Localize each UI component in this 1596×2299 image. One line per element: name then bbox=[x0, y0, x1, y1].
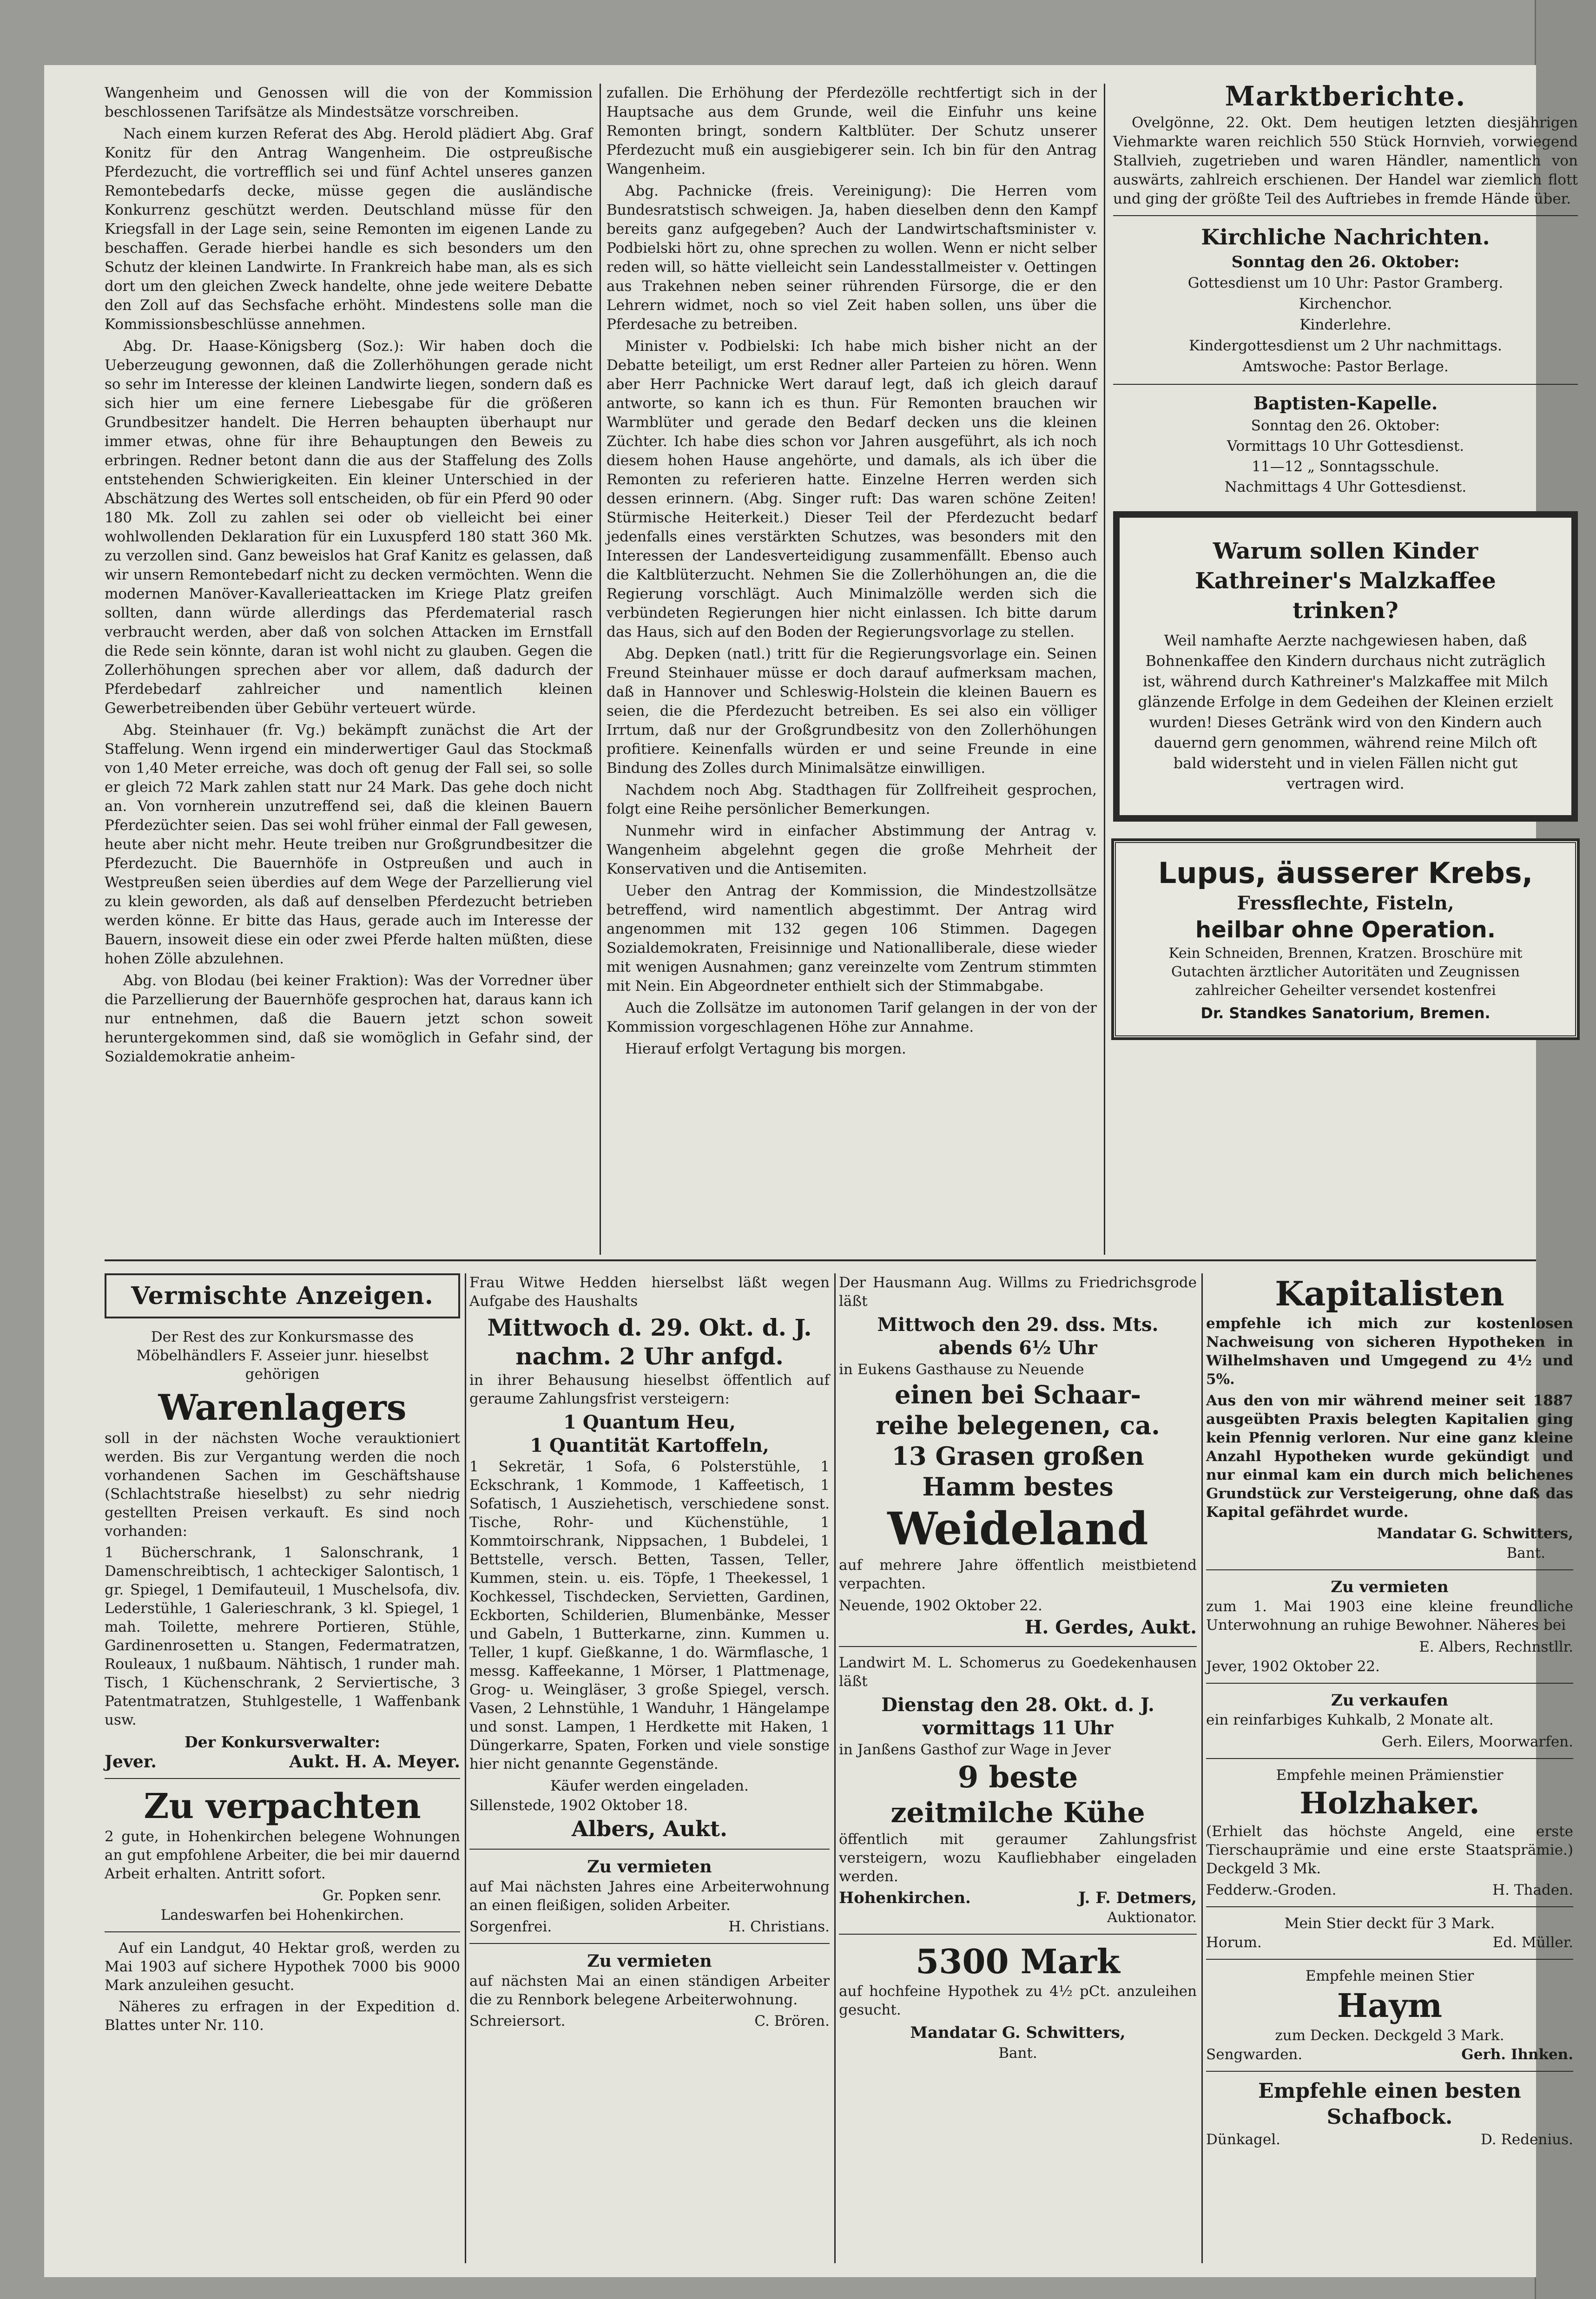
article-paragraph: Abg. von Blodau (bei keiner Fraktion): Was der Vorredner über die Parzellierung der Bauernhöfe gesprochen hat, daraus kann ich nur entnehmen, daß die Bauern jetzt schon soweit heruntergekommen sind, daß sie womöglich in Gefahr sind, der Sozialdemokratie anheim- bbox=[105, 972, 593, 1065]
divider bbox=[105, 1931, 460, 1932]
ad-headline: zeitmilche Kühe bbox=[890, 1797, 1145, 1829]
ad-date: Sillenstede, 1902 Oktober 18. bbox=[469, 1797, 688, 1814]
baptist-title: Baptisten-Kapelle. bbox=[1253, 393, 1438, 414]
ad-text: Landwirt M. L. Schomerus zu Goedekenhausen läßt bbox=[839, 1654, 1197, 1690]
column-divider bbox=[1104, 84, 1105, 1255]
ad-text: Empfehle meinen Prämienstier bbox=[1276, 1767, 1504, 1784]
baptist-date: Sonntag den 26. Oktober: bbox=[1251, 417, 1440, 434]
ad-place: Bant. bbox=[998, 2045, 1037, 2062]
ad-when: Mittwoch den 29. dss. Mts. bbox=[877, 1314, 1159, 1336]
divider bbox=[1113, 384, 1578, 385]
lupus-ad bbox=[1113, 840, 1578, 1038]
ad-headline: Empfehle einen besten Schafbock. bbox=[1258, 2079, 1521, 2129]
ad-place: Dünkagel. bbox=[1206, 2131, 1281, 2148]
newspaper-page bbox=[44, 65, 1578, 2277]
lupus-headline: Lupus, äusserer Krebs, bbox=[1158, 856, 1533, 890]
ad-headline-huge: Weideland bbox=[887, 1502, 1148, 1555]
ad-name: Aukt. H. A. Meyer. bbox=[289, 1752, 460, 1772]
article-paragraph: Minister v. Podbielski: Ich habe mich bisher nicht an der Debatte beteiligt, um erst Redner aller Parteien zu hören. Wenn aber Herr Pachnicke Wert darauf legt, daß ich gleich darauf antworte, so kann ich es thun. Für Remonten brauchen wir Warmblüter und gerade den Bedarf decken uns die kleinen Züchter. Ich habe dies schon vor Jahren ausgeführt, als ich noch diesem hohen Hause angehörte, und damals, als ich über die Remonten zu referieren hatte. Einzelne Herren werden sich dessen erinnern. (Abg. Singer ruft: Das waren schöne Zeiten! Stürmische Heiterkeit.) Dieser Teil der Pferdezucht bedarf jedenfalls eines verstärkten Schutzes, was besonders mit den Interessen der Landesverteidigung zusammenfällt. Ebenso auch die Kaltblüterzucht. Nehmen Sie die Zollerhöhungen an, die die Regierung vorschlägt. Auch Minimalzölle werden sich die verbündeten Regierungen hier nicht einlassen. Ich bitte darum das Haus, sich auf den Boden der Regierungsvorlage zu stellen. bbox=[607, 338, 1097, 640]
ads-column-3 bbox=[839, 1273, 1197, 2268]
lupus-subhead: heilbar ohne Operation. bbox=[1195, 917, 1496, 943]
ad-text: Empfehle meinen Stier bbox=[1305, 1968, 1474, 1984]
article-paragraph: Abg. Depken (natl.) tritt für die Regierungsvorlage ein. Seinen Freund Steinhauer müsse er doch darauf aufmerksam machen, daß in Hannover und Schleswig-Holstein die kleinen Bauern es seien, die die Pferdezucht betreiben. Es sei also ein völliger Irrtum, daß nur der Großgrundbesitz von den Zollerhöhungen profitiere. Keinenfalls würden er und seine Freunde in eine Bindung des Zolles durch Minimalsätze einwilligen. bbox=[607, 646, 1097, 777]
ad-title: Zu vermieten bbox=[1331, 1578, 1449, 1596]
ad-text: Aus den von mir während meiner seit 1887 ausgeübten Praxis belegten Kapitalien ging kein Pfennig verloren. Nur eine ganz kleine Anzahl Hypotheken wurde gekündigt und nur einmal kam ein durch mich belichenes Grundstück zur Versteigerung, ohne daß das Kapital gefährdet wurde. bbox=[1206, 1392, 1573, 1521]
ad-place: Horum. bbox=[1206, 1934, 1262, 1951]
ad-text: zum Decken. Deckgeld 3 Mark. bbox=[1275, 2027, 1504, 2044]
ad-text: in ihrer Behausung hieselbst öffentlich auf geraume Zahlungsfrist versteigern: bbox=[469, 1372, 830, 1407]
article-paragraph: Nach einem kurzen Referat des Abg. Herold plädiert Abg. Graf Konitz für den Antrag Wangenheim. Die ostpreußische Pferdezucht, die vortrefflich sei und fünf Achtel unseres ganzen Remontebedarfs decke, müsse gegen die ausländische Konkurrenz geschützt werden. Deutschland müsse für den Kriegsfall in der Lage sein, seine Remonten im eigenen Lande zu beschaffen. Gerade hierbei handle es sich besonders um den Schutz der kleinen Landwirte. In Frankreich habe man, als es sich dort um den gleichen Zweck handelte, ohne jede weitere Debatte den Zoll auf das Sechsfache erhöht. Mindestens solle man die Kommissionsbeschlüsse annehmen. bbox=[105, 125, 593, 333]
divider bbox=[1206, 1906, 1573, 1907]
article-column-1 bbox=[105, 84, 593, 1264]
ad-headline: 13 Grasen großen bbox=[891, 1441, 1144, 1471]
article-paragraph: Hierauf erfolgt Vertagung bis morgen. bbox=[625, 1041, 906, 1057]
ad-signature-row bbox=[105, 1752, 460, 1772]
ad-text: auf nächsten Mai an einen ständigen Arbeiter die zu Rennbork belegene Arbeiterwohnung. bbox=[469, 1973, 830, 2008]
ad-when: Dienstag den 28. Okt. d. J. bbox=[881, 1694, 1154, 1716]
ad-place: Bant. bbox=[1506, 1545, 1545, 1561]
article-paragraph: Abg. Dr. Haase-Königsberg (Soz.): Wir haben doch die Ueberzeugung gewonnen, daß die Zollerhöhungen gerade nicht so sehr im Interesse der kleinen Landwirte liegen, sondern daß es sich hier um eine fernere Liebesgabe für die größeren Grundbesitzer handelt. Die Herren behaupten überhaupt nur immer etwas, ohne für ihre Behauptungen den Beweis zu erbringen. Redner betont dann die aus der Staffelung des Zolls entstehenden Schwierigkeiten. Ein kleiner Unterschied in der Abschätzung des Wertes soll entscheiden, ob für ein Pferd 90 oder 180 Mk. Zoll zu zahlen sei oder ob vielleicht bei einer wohlwollenden Deklaration für ein Luxuspferd 180 statt 360 Mk. zu verzollen sind. Ganz beweislos hat Graf Kanitz es gelassen, daß wir unsern Remontebedarf nicht zu decken vermöchten. Wenn die modernen Manöver-Kavallerieattacken im Kriege Platz greifen sollten, dann würde allerdings das Pferdematerial rasch verbraucht werden, aber daß von solchen Attacken im Ernstfall die Rede sein könnte, daran ist wohl nicht zu glauben. Gegen die Zollerhöhungen sprechen aber vor allem, daß dadurch der Pferdebedarf zahlreicher und namentlich kleinen Gewerbetreibenden über Gebühr verteuert würde. bbox=[105, 338, 593, 717]
article-paragraph: Abg. Steinhauer (fr. Vg.) bekämpft zunächst die Art der Staffelung. Wenn irgend ein minderwertiger Gaul das Stockmaß von 1,40 Meter erreiche, was doch oft genug der Fall sei, so solle er gleich 72 Mark zahlen statt nur 24 Mark. Das gehe doch nicht an. Von vornherein unzutreffend sei, daß die kleinen Bauern Pferdezüchter seien. Das sei wohl früher einmal der Fall gewesen, heute aber nicht mehr. Heute treiben nur Großgrundbesitzer die Pferdezucht. Die Bauernhöfe in Ostpreußen und auch in Westpreußen seien überdies auf dem Wege der Parzellierung viel zu klein geworden, als daß auf denselben Pferdezucht betrieben werden könne. Er bitte das Haus, gerade auch im Interesse der Bauern, insoweit diese ein oder zwei Pferde halten müßten, diese hohen Zölle abzulehnen. bbox=[105, 722, 593, 967]
ad-signature-row bbox=[1206, 1524, 1573, 1543]
ad-date: Jever, 1902 Oktober 22. bbox=[1206, 1658, 1380, 1675]
divider bbox=[839, 1646, 1197, 1647]
ad-text: auf Mai nächsten Jahres eine Arbeiterwohnung an einen fleißigen, soliden Arbeiter. bbox=[469, 1878, 830, 1914]
ad-text: Der Hausmann Aug. Willms zu Friedrichsgrode läßt bbox=[839, 1274, 1197, 1310]
ad-headline: Hamm bestes bbox=[922, 1472, 1114, 1502]
ad-name: Gerh. Ihnken. bbox=[1461, 2046, 1573, 2063]
market-report-text: Ovelgönne, 22. Okt. Dem heutigen letzten diesjährigen Viehmarkte waren reichlich 550 Stück Hornvieh, vorwiegend Stallvieh, zugetrieben und waren Händler, namentlich von auswärts, zahlreich erschienen. Der Handel war ziemlich flott und ging der größte Teil des Auftriebes in fremde Hände über. bbox=[1113, 114, 1578, 207]
ad-signature: Gerh. Eilers, Moorwarfen. bbox=[1381, 1733, 1573, 1750]
church-line: Amtswoche: Pastor Berlage. bbox=[1242, 358, 1449, 375]
ad-name: C. Brören. bbox=[754, 2013, 830, 2029]
divider bbox=[469, 1943, 830, 1944]
ad-text: Mein Stier deckt für 3 Mark. bbox=[1284, 1915, 1495, 1932]
ad-signature: Gr. Popken senr. bbox=[322, 1887, 442, 1904]
ad-place: Schreiersort. bbox=[469, 2013, 566, 2029]
ad-signature: E. Albers, Rechnstllr. bbox=[1419, 1639, 1573, 1655]
ad-place: Jever. bbox=[105, 1752, 157, 1772]
ad-text: 1 Bücherschrank, 1 Salonschrank, 1 Damenschreibtisch, 1 achteckiger Salontisch, 1 gr. Spiegel, 1 Demifauteuil, 1 Muschelsofa, div. Lederstühle, 1 Galerieschrank, 3 kl. Spiegel, 1 mah. Toilette, mehrere Portieren, Stühle, Gardinenrosetten u. Stangen, Federmatratzen, Rouleaux, 1 nußbaum. Nähtisch, 1 runder mah. Tisch, 1 Küchenschrank, 2 Serviertische, 3 Patentmatratzen, Stuhlgestelle, 1 Waffenbank usw. bbox=[105, 1544, 460, 1728]
ad-title: Zu verkaufen bbox=[1331, 1691, 1448, 1710]
section-divider bbox=[105, 1259, 1536, 1261]
column-divider bbox=[834, 1273, 836, 2263]
classifieds-header: Vermischte Anzeigen. bbox=[105, 1273, 460, 1318]
divider bbox=[469, 1849, 830, 1850]
church-date: Sonntag den 26. Oktober: bbox=[1231, 253, 1460, 271]
lupus-subhead: Fressflechte, Fisteln, bbox=[1237, 892, 1454, 914]
baptist-line: 11—12 „ Sonntagsschule. bbox=[1252, 458, 1439, 475]
ad-signature-row bbox=[1206, 1881, 1573, 1900]
ad-text: Auf ein Landgut, 40 Hektar groß, werden zu Mai 1903 auf sichere Hypothek 7000 bis 9000 Mark anzuleihen gesucht. bbox=[105, 1940, 460, 1994]
ad-place: Sorgenfrei. bbox=[469, 1918, 552, 1935]
ad-signature: Mandatar G. Schwitters, bbox=[910, 2023, 1126, 2042]
article-paragraph: Ueber den Antrag der Kommission, die Mindestzollsätze betreffend, wird namentlich abgestimmt. Der Antrag wird angenommen mit 132 gegen 106 Stimmen. Dagegen Sozialdemokraten, Freisinnige und Nationalliberale, diese wieder mit wenigen Ausnahmen; ganz vereinzelte vom Zentrum stimmten mit Nein. Ein Abgeordneter enthielt sich der Stimmabgabe. bbox=[607, 883, 1097, 995]
ad-date: Neuende, 1902 Oktober 22. bbox=[839, 1597, 1042, 1614]
kathreiner-headline: trinken? bbox=[1293, 598, 1398, 624]
divider bbox=[839, 1934, 1197, 1935]
ad-text: (Erhielt das höchste Angeld, eine erste Tierschauprämie und eine erste Staatsprämie.) Deckgeld 3 Mk. bbox=[1206, 1823, 1573, 1877]
ad-place: in Eukens Gasthause zu Neuende bbox=[839, 1361, 1084, 1378]
ad-text: auf hochfeine Hypothek zu 4½ pCt. anzuleihen gesucht. bbox=[839, 1983, 1197, 2018]
ad-signature-row bbox=[839, 1889, 1197, 1908]
church-line: Gottesdienst um 10 Uhr: Pastor Gramberg. bbox=[1187, 275, 1504, 291]
ads-column-4 bbox=[1206, 1273, 1573, 2268]
ad-title: Zu vermieten bbox=[587, 1857, 712, 1877]
ads-column-2 bbox=[469, 1273, 830, 2268]
ad-headline: 9 beste bbox=[957, 1760, 1078, 1795]
kathreiner-ad bbox=[1113, 511, 1578, 822]
article-paragraph: Abg. Pachnicke (freis. Vereinigung): Die Herren vom Bundesratstisch schweigen. Ja, haben dieselben denn den Kampf bereits ganz aufgegeben? Auch der Landwirtschaftsminister v. Podbielski hört zu, ohne sprechen zu wollen. Wenn er nicht selber reden will, so hätte vielleicht sein Landesstallmeister v. Oettingen aus Trakehnen neben seiner rührenden Fürsorge, die er den Lehrern widmet, noch so viel Zeit haben sollen, uns über die Pferdesache zu betreiben. bbox=[607, 183, 1097, 333]
ad-text: empfehle ich mich zur kostenlosen Nachweisung von sicheren Hypotheken in Wilhelmshaven und Umgegend zu 4½ und 5%. bbox=[1206, 1315, 1573, 1388]
divider bbox=[1206, 1683, 1573, 1684]
ad-text: ein reinfarbiges Kuhkalb, 2 Monate alt. bbox=[1206, 1712, 1494, 1728]
divider bbox=[1206, 1569, 1573, 1570]
column-divider bbox=[465, 1273, 466, 2263]
ad-headline: Holzhaker. bbox=[1299, 1786, 1480, 1821]
ad-signature-row bbox=[469, 2012, 830, 2031]
ad-headline: Warenlagers bbox=[158, 1387, 407, 1428]
ad-place: Sengwarden. bbox=[1206, 2046, 1303, 2063]
church-line: Kindergottesdienst um 2 Uhr nachmittags. bbox=[1189, 337, 1502, 354]
ad-headline: reihe belegenen, ca. bbox=[876, 1410, 1160, 1440]
kathreiner-headline: Kathreiner's Malzkaffee bbox=[1195, 568, 1496, 594]
lupus-text: Kein Schneiden, Brennen, Kratzen. Broschüre mit Gutachten ärztlicher Autoritäten und Zeugnissen zahlreicher Geheilter versendet kostenfrei bbox=[1168, 945, 1523, 999]
ad-headline: 5300 Mark bbox=[916, 1942, 1120, 1981]
ad-text: Frau Witwe Hedden hierselbst läßt wegen Aufgabe des Haushalts bbox=[469, 1274, 830, 1310]
baptist-line: Nachmittags 4 Uhr Gottesdienst. bbox=[1224, 479, 1467, 495]
kathreiner-headline: Warum sollen Kinder bbox=[1213, 538, 1478, 564]
ad-place: in Janßens Gasthof zur Wage in Jever bbox=[839, 1741, 1111, 1758]
divider bbox=[1113, 215, 1578, 216]
ad-text: Käufer werden eingeladen. bbox=[550, 1778, 749, 1794]
ad-name: D. Redenius. bbox=[1481, 2131, 1573, 2148]
ad-headline: Haym bbox=[1337, 1986, 1443, 2025]
divider bbox=[1206, 2071, 1573, 2072]
ad-text: auf mehrere Jahre öffentlich meistbietend verpachten. bbox=[839, 1557, 1197, 1592]
market-report-title: Marktberichte. bbox=[1225, 80, 1466, 112]
ad-headline: Zu verpachten bbox=[144, 1786, 421, 1826]
ad-signature: Auktionator. bbox=[1107, 1909, 1197, 1926]
article-paragraph: zufallen. Die Erhöhung der Pferdezölle rechtfertigt sich in der Hauptsache aus dem Grunde, weil die Einfuhr uns keine Remonten bringt, sondern Kaltblüter. Der Schutz unserer Pferdezucht muß ein ausgiebigerer sein. Ich bin für den Antrag Wangenheim. bbox=[607, 85, 1097, 178]
divider bbox=[1206, 1758, 1573, 1759]
article-column-2 bbox=[607, 84, 1097, 1264]
ad-headline: einen bei Schaar- bbox=[895, 1380, 1141, 1410]
ad-signature: H. Gerdes, Aukt. bbox=[1024, 1616, 1197, 1638]
ad-text: 2 gute, in Hohenkirchen belegene Wohnungen an gut empfohlene Arbeiter, die bei mir dauernd Arbeit erhalten. Antritt sofort. bbox=[105, 1828, 460, 1882]
ad-signature-row bbox=[1206, 1933, 1573, 1952]
article-paragraph: Wangenheim und Genossen will die von der Kommission beschlossenen Tarifsätze als Mindestsätze vorschreiben. bbox=[105, 85, 593, 120]
baptist-line: Vormittags 10 Uhr Gottesdienst. bbox=[1227, 438, 1464, 455]
column-divider bbox=[600, 84, 601, 1255]
article-paragraph: Nachdem noch Abg. Stadthagen für Zollfreiheit gesprochen, folgt eine Reihe persönlicher Bemerkungen. bbox=[607, 782, 1097, 817]
ad-time: abends 6½ Uhr bbox=[938, 1337, 1097, 1359]
ad-name: Mandatar G. Schwitters, bbox=[1377, 1525, 1573, 1542]
kathreiner-text: Weil namhafte Aerzte nachgewiesen haben, daß Bohnenkaffee den Kindern durchaus nicht zuträglich ist, während durch Kathreiner's Malzkaffee mit Milch glänzende Erfolge in dem Gedeihen der Kleinen erzielt wurden! Dieses Getränk wird von den Kindern auch dauernd gern genommen, während reine Milch oft bald widersteht und in vielen Fällen nicht gut vertragen wird. bbox=[1138, 632, 1553, 792]
church-news-title: Kirchliche Nachrichten. bbox=[1201, 224, 1490, 250]
ad-headline: nachm. 2 Uhr anfgd. bbox=[515, 1343, 784, 1370]
divider bbox=[1206, 1959, 1573, 1960]
ad-item: 1 Quantum Heu, bbox=[563, 1411, 736, 1433]
ad-name: J. F. Detmers, bbox=[1078, 1889, 1197, 1907]
ad-signature: Albers, Aukt. bbox=[571, 1816, 728, 1841]
ad-name: H. Thaden. bbox=[1492, 1882, 1573, 1898]
notices-column bbox=[1113, 79, 1578, 1269]
ad-time: vormittags 11 Uhr bbox=[922, 1717, 1114, 1739]
ad-name: Ed. Müller. bbox=[1492, 1934, 1573, 1951]
church-line: Kirchenchor. bbox=[1299, 296, 1392, 312]
ad-name: H. Christians. bbox=[728, 1918, 830, 1935]
ad-title: Zu vermieten bbox=[587, 1951, 712, 1971]
ad-headline: Mittwoch d. 29. Okt. d. J. bbox=[487, 1314, 812, 1341]
column-divider bbox=[1201, 1273, 1203, 2263]
article-paragraph: Auch die Zollsätze im autonomen Tarif gelangen in der von der Kommission vorgeschlagenen Höhe zur Annahme. bbox=[607, 1000, 1097, 1035]
ad-item: 1 Quantität Kartoffeln, bbox=[530, 1435, 769, 1456]
ad-place: Hohenkirchen. bbox=[839, 1889, 971, 1907]
ad-text: Näheres zu erfragen in der Expedition d. Blattes unter Nr. 110. bbox=[105, 1998, 460, 2034]
ad-text: soll in der nächsten Woche verauktioniert werden. Bis zur Vergantung werden die noch vorhandenen Sachen im Geschäftshause (Schlachtstraße hieselbst) zu sehr niedrig gestellten Preisen verkauft. Es sind noch vorhanden: bbox=[105, 1430, 460, 1540]
ad-place: Fedderw.-Groden. bbox=[1206, 1882, 1337, 1898]
ad-text: 1 Sekretär, 1 Sofa, 6 Polsterstühle, 1 Eckschrank, 1 Kommode, 1 Kaffeetisch, 1 Sofatisch, 1 Ausziehetisch, verschiedene sonst. Tische, Rohr- und Küchenstühle, 1 Kommtoirschrank, Nippsachen, 1 Bubdelei, 1 Bettstelle, versch. Betten, Tassen, Teller, Kummen, stein. u. eis. Töpfe, 1 Theekessel, 1 Kochkessel, Tischdecken, Servietten, Gardinen, Eckborten, Schilderien, Blumenbänke, Messer und Gabeln, 1 Butterkarne, zinn. Kummen u. Teller, 1 kupf. Gießkanne, 1 do. Wärmflasche, 1 messg. Kaffeekanne, 1 Mörser, 1 Plattmenage, Grog- u. Weingläser, 3 große Spiegel, versch. Vasen, 2 Lehnstühle, 1 Wanduhr, 1 Hängelampe und sonst. Lampen, 1 Herdkette mit Haken, 1 Düngerkarre, Spaten, Forken und viele sonstige hier nicht genannte Gegenstände. bbox=[469, 1458, 830, 1772]
ads-column-1 bbox=[105, 1273, 460, 2268]
church-line: Kinderlehre. bbox=[1299, 316, 1392, 333]
article-paragraph: Nunmehr wird in einfacher Abstimmung der Antrag v. Wangenheim abgelehnt gegen die große Mehrheit der Konservativen und die Antisemiten. bbox=[607, 823, 1097, 877]
divider bbox=[105, 1778, 460, 1779]
ad-signature-row bbox=[1206, 2045, 1573, 2064]
ad-place: Landeswarfen bei Hohenkirchen. bbox=[160, 1907, 404, 1924]
ad-text: zum 1. Mai 1903 eine kleine freundliche Unterwohnung an ruhige Bewohner. Näheres bei bbox=[1206, 1598, 1573, 1634]
ad-text: Der Rest des zur Konkursmasse des Möbelhändlers F. Asseier junr. hieselbst gehörigen bbox=[136, 1329, 429, 1383]
ad-signature-row bbox=[469, 1917, 830, 1937]
lupus-signature: Dr. Standkes Sanatorium, Bremen. bbox=[1200, 1004, 1490, 1022]
ad-signature-row bbox=[1206, 2130, 1573, 2149]
ad-text: öffentlich mit geraumer Zahlungsfrist versteigern, wozu Kaufliebhaber eingeladen werden. bbox=[839, 1831, 1197, 1885]
ad-signature: Der Konkursverwalter: bbox=[185, 1733, 380, 1751]
ad-headline: Kapitalisten bbox=[1275, 1274, 1504, 1313]
